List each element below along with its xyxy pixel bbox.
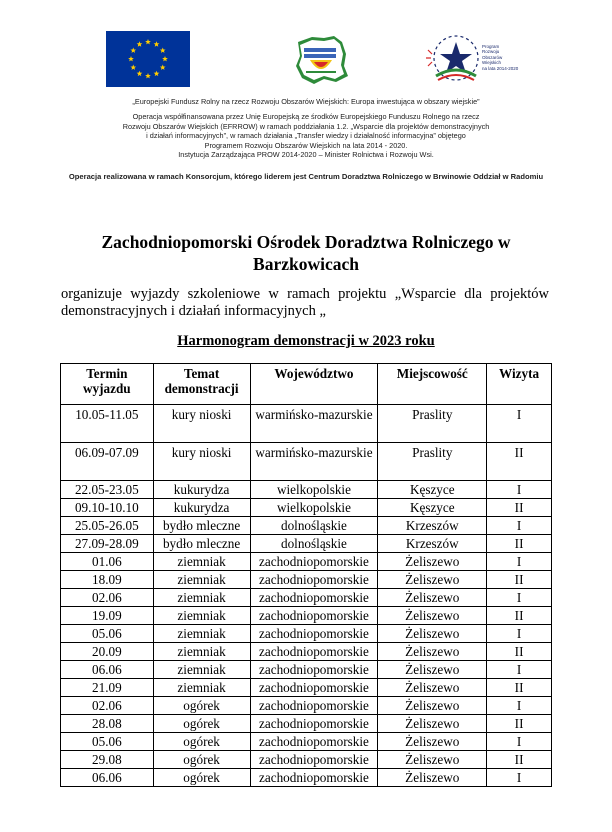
header-wizyta: Wizyta xyxy=(487,364,552,405)
schedule-table xyxy=(60,363,552,787)
cell-wojewodztwo: zachodniopomorskie xyxy=(250,553,378,571)
cell-termin: 20.09 xyxy=(61,643,154,661)
cell-temat: ogórek xyxy=(153,697,250,715)
cell-temat: bydło mleczne xyxy=(153,535,250,553)
cell-termin: 06.06 xyxy=(61,661,154,679)
table-row xyxy=(61,517,552,535)
cell-temat: ogórek xyxy=(153,733,250,751)
cell-wizyta: I xyxy=(487,769,552,787)
cell-wizyta: II xyxy=(487,751,552,769)
cell-miejscowosc: Praslity xyxy=(378,405,487,443)
cell-termin: 06.06 xyxy=(61,769,154,787)
header-temat: Temat demonstracji xyxy=(153,364,250,405)
table-row xyxy=(61,481,552,499)
table-row xyxy=(61,715,552,733)
cell-wizyta: II xyxy=(487,715,552,733)
cell-wizyta: I xyxy=(487,661,552,679)
funding-line: i działań informacyjnych”, w ramach działania „Transfer wiedzy i działalność informacyjna” objętego xyxy=(146,131,466,141)
table-row xyxy=(61,499,552,517)
cell-termin: 05.06 xyxy=(61,733,154,751)
table-row xyxy=(61,769,552,787)
cell-temat: kukurydza xyxy=(153,499,250,517)
cell-miejscowosc: Krzeszów xyxy=(378,517,487,535)
cell-wizyta: II xyxy=(487,607,552,625)
cell-temat: ziemniak xyxy=(153,553,250,571)
cell-temat: ziemniak xyxy=(153,661,250,679)
cell-wojewodztwo: dolnośląskie xyxy=(250,535,378,553)
table-row xyxy=(61,405,552,443)
table-row xyxy=(61,571,552,589)
cell-termin: 25.05-26.05 xyxy=(61,517,154,535)
cell-miejscowosc: Żeliszewo xyxy=(378,589,487,607)
intro-text: organizuje wyjazdy szkoleniowe w ramach projektu „Wsparcie dla projektów demonstracyjnych i działań informacyjnych „ xyxy=(61,286,549,319)
cell-wojewodztwo: zachodniopomorskie xyxy=(250,571,378,589)
cell-wojewodztwo: dolnośląskie xyxy=(250,517,378,535)
organization-title-line-1: Zachodniopomorski Ośrodek Doradztwa Rolniczego w xyxy=(101,232,511,252)
table-row xyxy=(61,751,552,769)
cell-miejscowosc: Kęszyce xyxy=(378,499,487,517)
cell-miejscowosc: Żeliszewo xyxy=(378,607,487,625)
table-row xyxy=(61,607,552,625)
table-row xyxy=(61,733,552,751)
cell-termin: 29.08 xyxy=(61,751,154,769)
cell-wizyta: II xyxy=(487,643,552,661)
cell-wizyta: II xyxy=(487,443,552,481)
cell-wojewodztwo: zachodniopomorskie xyxy=(250,715,378,733)
cell-wizyta: I xyxy=(487,405,552,443)
table-row xyxy=(61,589,552,607)
table-row xyxy=(61,535,552,553)
cell-miejscowosc: Żeliszewo xyxy=(378,679,487,697)
cell-miejscowosc: Żeliszewo xyxy=(378,715,487,733)
cell-termin: 22.05-23.05 xyxy=(61,481,154,499)
cell-miejscowosc: Kęszyce xyxy=(378,481,487,499)
cell-miejscowosc: Żeliszewo xyxy=(378,571,487,589)
organization-title-line-2: Barzkowicach xyxy=(253,254,359,274)
table-row xyxy=(61,661,552,679)
cell-wizyta: I xyxy=(487,517,552,535)
cell-termin: 19.09 xyxy=(61,607,154,625)
cell-wojewodztwo: warmińsko-mazurskie xyxy=(250,405,378,443)
cell-temat: ogórek xyxy=(153,769,250,787)
cell-miejscowosc: Praslity xyxy=(378,443,487,481)
cell-miejscowosc: Żeliszewo xyxy=(378,769,487,787)
cell-wizyta: I xyxy=(487,481,552,499)
cell-temat: ziemniak xyxy=(153,679,250,697)
funding-line: Programem Rozwoju Obszarów Wiejskich na lata 2014 - 2020. xyxy=(204,140,408,150)
prow-logo-text: Program Rozwoju Obszarów Wiejskich na lata 2014-2020 xyxy=(482,44,519,71)
cell-wojewodztwo: zachodniopomorskie xyxy=(250,733,378,751)
cell-wizyta: II xyxy=(487,571,552,589)
header-miejscowosc: Miejscowość xyxy=(378,364,487,405)
cell-wojewodztwo: zachodniopomorskie xyxy=(250,751,378,769)
cell-termin: 28.08 xyxy=(61,715,154,733)
cell-temat: ziemniak xyxy=(153,625,250,643)
table-row xyxy=(61,553,552,571)
table-row xyxy=(61,679,552,697)
cell-termin: 02.06 xyxy=(61,589,154,607)
cell-wojewodztwo: zachodniopomorskie xyxy=(250,661,378,679)
cell-temat: ziemniak xyxy=(153,589,250,607)
cell-temat: ziemniak xyxy=(153,643,250,661)
schedule-table-body xyxy=(61,405,552,787)
cell-termin: 01.06 xyxy=(61,553,154,571)
cell-miejscowosc: Żeliszewo xyxy=(378,553,487,571)
table-row xyxy=(61,697,552,715)
cell-miejscowosc: Żeliszewo xyxy=(378,751,487,769)
cell-temat: ziemniak xyxy=(153,571,250,589)
cell-wizyta: II xyxy=(487,679,552,697)
cell-wizyta: I xyxy=(487,625,552,643)
cell-wojewodztwo: zachodniopomorskie xyxy=(250,625,378,643)
cell-temat: ogórek xyxy=(153,715,250,733)
funding-line: Rozwoju Obszarów Wiejskich (EFRROW) w ramach poddziałania 1.2. „Wsparcie dla projektów demonstracyjnych xyxy=(122,121,490,131)
cell-temat: kury nioski xyxy=(153,405,250,443)
cell-temat: kury nioski xyxy=(153,443,250,481)
cell-miejscowosc: Żeliszewo xyxy=(378,733,487,751)
cell-miejscowosc: Żeliszewo xyxy=(378,697,487,715)
table-row xyxy=(61,443,552,481)
funding-line: Operacja współfinansowana przez Unię Europejską ze środków Europejskiego Funduszu Rolnego na rzecz xyxy=(132,112,480,122)
table-row xyxy=(61,643,552,661)
header-termin: Termin wyjazdu xyxy=(61,364,154,405)
cell-miejscowosc: Żeliszewo xyxy=(378,661,487,679)
header-wojewodztwo: Województwo xyxy=(250,364,378,405)
cell-wojewodztwo: zachodniopomorskie xyxy=(250,679,378,697)
cell-wizyta: II xyxy=(487,499,552,517)
cell-temat: kukurydza xyxy=(153,481,250,499)
cell-termin: 02.06 xyxy=(61,697,154,715)
cell-wojewodztwo: wielkopolskie xyxy=(250,481,378,499)
funding-line: Instytucja Zarządzająca PROW 2014-2020 – Minister Rolnictwa i Rozwoju Wsi. xyxy=(178,150,434,160)
cell-miejscowosc: Krzeszów xyxy=(378,535,487,553)
cell-termin: 21.09 xyxy=(61,679,154,697)
organization-title xyxy=(60,231,552,275)
cell-wojewodztwo: wielkopolskie xyxy=(250,499,378,517)
cell-wojewodztwo: zachodniopomorskie xyxy=(250,607,378,625)
cell-wizyta: I xyxy=(487,733,552,751)
poland-map-emblem-icon xyxy=(290,32,352,88)
cell-wojewodztwo: zachodniopomorskie xyxy=(250,643,378,661)
cell-miejscowosc: Żeliszewo xyxy=(378,643,487,661)
cell-termin: 05.06 xyxy=(61,625,154,643)
logo-bar xyxy=(0,24,612,94)
cell-miejscowosc: Żeliszewo xyxy=(378,625,487,643)
cell-temat: ogórek xyxy=(153,751,250,769)
cell-wizyta: II xyxy=(487,535,552,553)
consortium-note: Operacja realizowana w ramach Konsorcjum, którego liderem jest Centrum Doradztwa Rolniczego w Brwinowie Oddział w Radomiu xyxy=(68,172,544,181)
cell-termin: 06.09-07.09 xyxy=(61,443,154,481)
table-row xyxy=(61,625,552,643)
cell-wojewodztwo: zachodniopomorskie xyxy=(250,589,378,607)
cell-wizyta: I xyxy=(487,589,552,607)
cell-termin: 18.09 xyxy=(61,571,154,589)
cell-wizyta: I xyxy=(487,553,552,571)
cell-wojewodztwo: warmińsko-mazurskie xyxy=(250,443,378,481)
cell-termin: 27.09-28.09 xyxy=(61,535,154,553)
cell-wojewodztwo: zachodniopomorskie xyxy=(250,697,378,715)
cell-wojewodztwo: zachodniopomorskie xyxy=(250,769,378,787)
cell-temat: bydło mleczne xyxy=(153,517,250,535)
cell-wizyta: I xyxy=(487,697,552,715)
cell-temat: ziemniak xyxy=(153,607,250,625)
eu-flag-icon xyxy=(106,31,190,87)
table-header-row xyxy=(61,364,552,405)
schedule-title: Harmonogram demonstracji w 2023 roku xyxy=(177,333,435,349)
funding-line: „Europejski Fundusz Rolny na rzecz Rozwoju Obszarów Wiejskich: Europa inwestująca w obszary wiejskie” xyxy=(132,97,480,106)
funding-notice xyxy=(80,97,532,159)
cell-termin: 10.05-11.05 xyxy=(61,405,154,443)
cell-termin: 09.10-10.10 xyxy=(61,499,154,517)
